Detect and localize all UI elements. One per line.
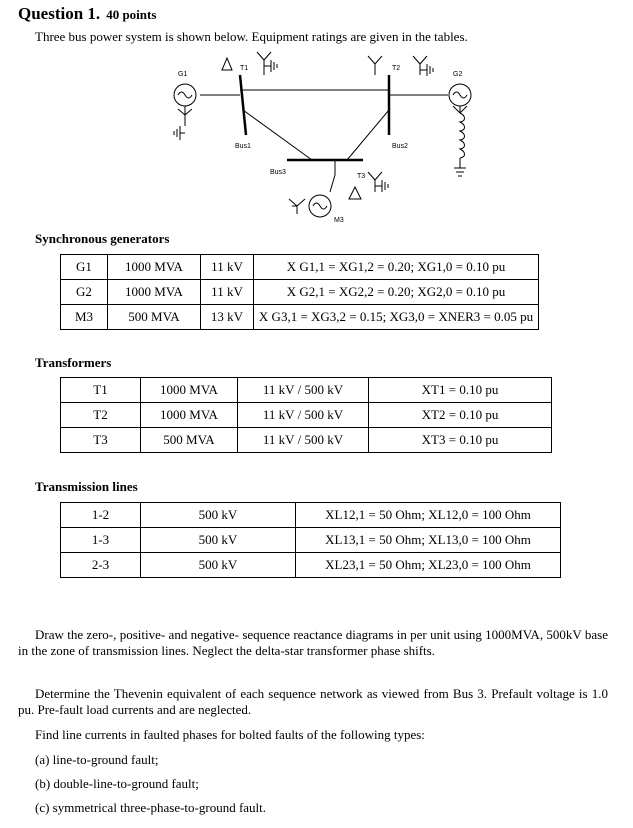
question-points: 40 points: [106, 7, 157, 22]
label-bus3: Bus3: [270, 169, 286, 176]
table-row: T1 1000 MVA 11 kV / 500 kV XT1 = 0.10 pu: [61, 378, 552, 403]
table-row: T2 1000 MVA 11 kV / 500 kV XT2 = 0.10 pu: [61, 403, 552, 428]
table-row: M3 500 MVA 13 kV X G3,1 = XG3,2 = 0.15; XG3,0 = XNER3 = 0.05 pu: [61, 305, 539, 330]
g2-ground-inductor: [460, 113, 465, 158]
bus1-bar: [240, 75, 246, 135]
label-bus1: Bus1: [235, 143, 251, 150]
table-row: G1 1000 MVA 11 kV X G1,1 = XG1,2 = 0.20; XG1,0 = 0.10 pu: [61, 255, 539, 280]
label-t1: T1: [240, 65, 249, 72]
question-title: Question 1.: [18, 4, 101, 23]
lines-heading: Transmission lines: [35, 479, 138, 494]
generators-table: [60, 254, 539, 330]
label-g2: G2: [453, 71, 463, 78]
list-item: (b) double-line-to-ground fault;: [35, 776, 199, 791]
label-t2: T2: [392, 65, 401, 72]
table-row: 2-3 500 kV XL23,1 = 50 Ohm; XL23,0 = 100 Ohm: [61, 553, 561, 578]
label-t3: T3: [357, 173, 366, 180]
list-item: (c) symmetrical three-phase-to-ground fault.: [35, 800, 267, 815]
table-row: 1-2 500 kV XL12,1 = 50 Ohm; XL12,0 = 100 Ohm: [61, 503, 561, 528]
instruction-paragraph-3: Find line currents in faulted phases for bolted faults of the following types:: [35, 727, 425, 742]
label-g1: G1: [178, 71, 188, 78]
table-row: 1-3 500 kV XL13,1 = 50 Ohm; XL13,0 = 100 Ohm: [61, 528, 561, 553]
list-item: (a) line-to-ground fault;: [35, 752, 159, 767]
intro-text: Three bus power system is shown below. Equipment ratings are given in the tables.: [35, 29, 468, 44]
transformers-table: [60, 377, 552, 453]
lines-table: [60, 502, 561, 578]
t1-delta-icon: [222, 58, 232, 70]
line-1-3: [243, 110, 312, 160]
label-bus2: Bus2: [392, 143, 408, 150]
table-row: G2 1000 MVA 11 kV X G2,1 = XG2,2 = 0.20; XG2,0 = 0.10 pu: [61, 280, 539, 305]
line-2-3: [347, 110, 389, 160]
instruction-paragraph-1: Draw the zero-, positive- and negative- sequence reactance diagrams in per unit using 1000MVA, 500kV base in the zone of transmission lines. Neglect the delta-star transformer phase shifts.: [18, 627, 608, 658]
generators-heading: Synchronous generators: [35, 231, 170, 246]
transformers-heading: Transformers: [35, 355, 112, 370]
one-line-diagram: [0, 0, 633, 230]
table-row: T3 500 MVA 11 kV / 500 kV XT3 = 0.10 pu: [61, 428, 552, 453]
label-m3: M3: [334, 217, 344, 224]
t3-delta-icon: [349, 187, 361, 199]
instruction-paragraph-2: Determine the Thevenin equivalent of each sequence network as viewed from Bus 3. Prefault voltage is 1.0 pu. Pre-fault load currents and are neglected.: [18, 686, 608, 717]
